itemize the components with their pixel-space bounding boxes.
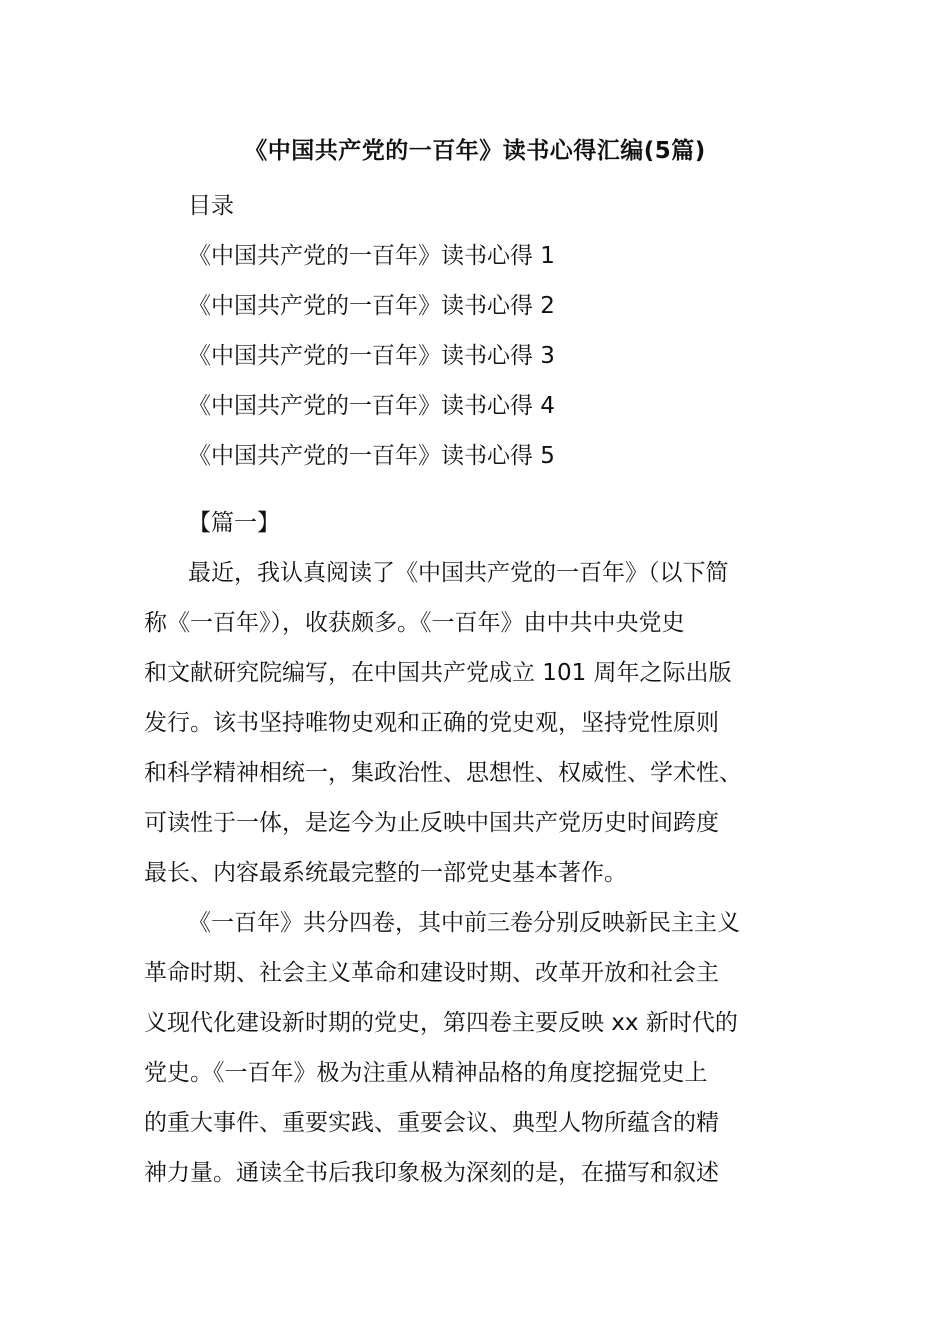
table-of-contents: [188, 181, 555, 481]
section-label: 【篇一】: [188, 510, 280, 536]
paragraph-2: [144, 903, 804, 1203]
paragraph-line: 可读性于一体，是迄今为止反映中国共产党历史时间跨度: [144, 810, 719, 836]
paragraph-line: 称《一百年》），收获颇多。《一百年》由中共中央党史: [144, 610, 685, 636]
toc-item-3: 《中国共产党的一百年》读书心得 3: [188, 343, 555, 369]
paragraph-line: 《一百年》共分四卷，其中前三卷分别反映新民主主义: [188, 910, 740, 936]
toc-item-4: 《中国共产党的一百年》读书心得 4: [188, 393, 555, 419]
paragraph-line: 发行。该书坚持唯物史观和正确的党史观，坚持党性原则: [144, 710, 719, 736]
paragraph-line: 最长、内容最系统最完整的一部党史基本著作。: [144, 860, 627, 886]
paragraph-1: [144, 553, 804, 903]
toc-item-2: 《中国共产党的一百年》读书心得 2: [188, 293, 555, 319]
paragraph-line: 义现代化建设新时期的党史，第四卷主要反映 xx 新时代的: [144, 1010, 738, 1036]
paragraph-line: 和科学精神相统一，集政治性、思想性、权威性、学术性、: [144, 760, 742, 786]
body-text: [144, 553, 804, 1203]
paragraph-line: 最近，我认真阅读了《中国共产党的一百年》（以下简: [188, 560, 729, 586]
paragraph-line: 党史。《一百年》极为注重从精神品格的角度挖掘党史上: [144, 1060, 708, 1086]
toc-heading: 目录: [188, 193, 234, 219]
paragraph-line: 的重大事件、重要实践、重要会议、典型人物所蕴含的精: [144, 1110, 719, 1136]
toc-item-5: 《中国共产党的一百年》读书心得 5: [188, 443, 555, 469]
toc-item-1: 《中国共产党的一百年》读书心得 1: [188, 243, 555, 269]
paragraph-line: 和文献研究院编写，在中国共产党成立 101 周年之际出版: [144, 660, 732, 686]
paragraph-line: 神力量。通读全书后我印象极为深刻的是，在描写和叙述: [144, 1160, 719, 1186]
paragraph-line: 革命时期、社会主义革命和建设时期、改革开放和社会主: [144, 960, 719, 986]
document-title: 《中国共产党的一百年》读书心得汇编(5篇): [244, 138, 706, 164]
